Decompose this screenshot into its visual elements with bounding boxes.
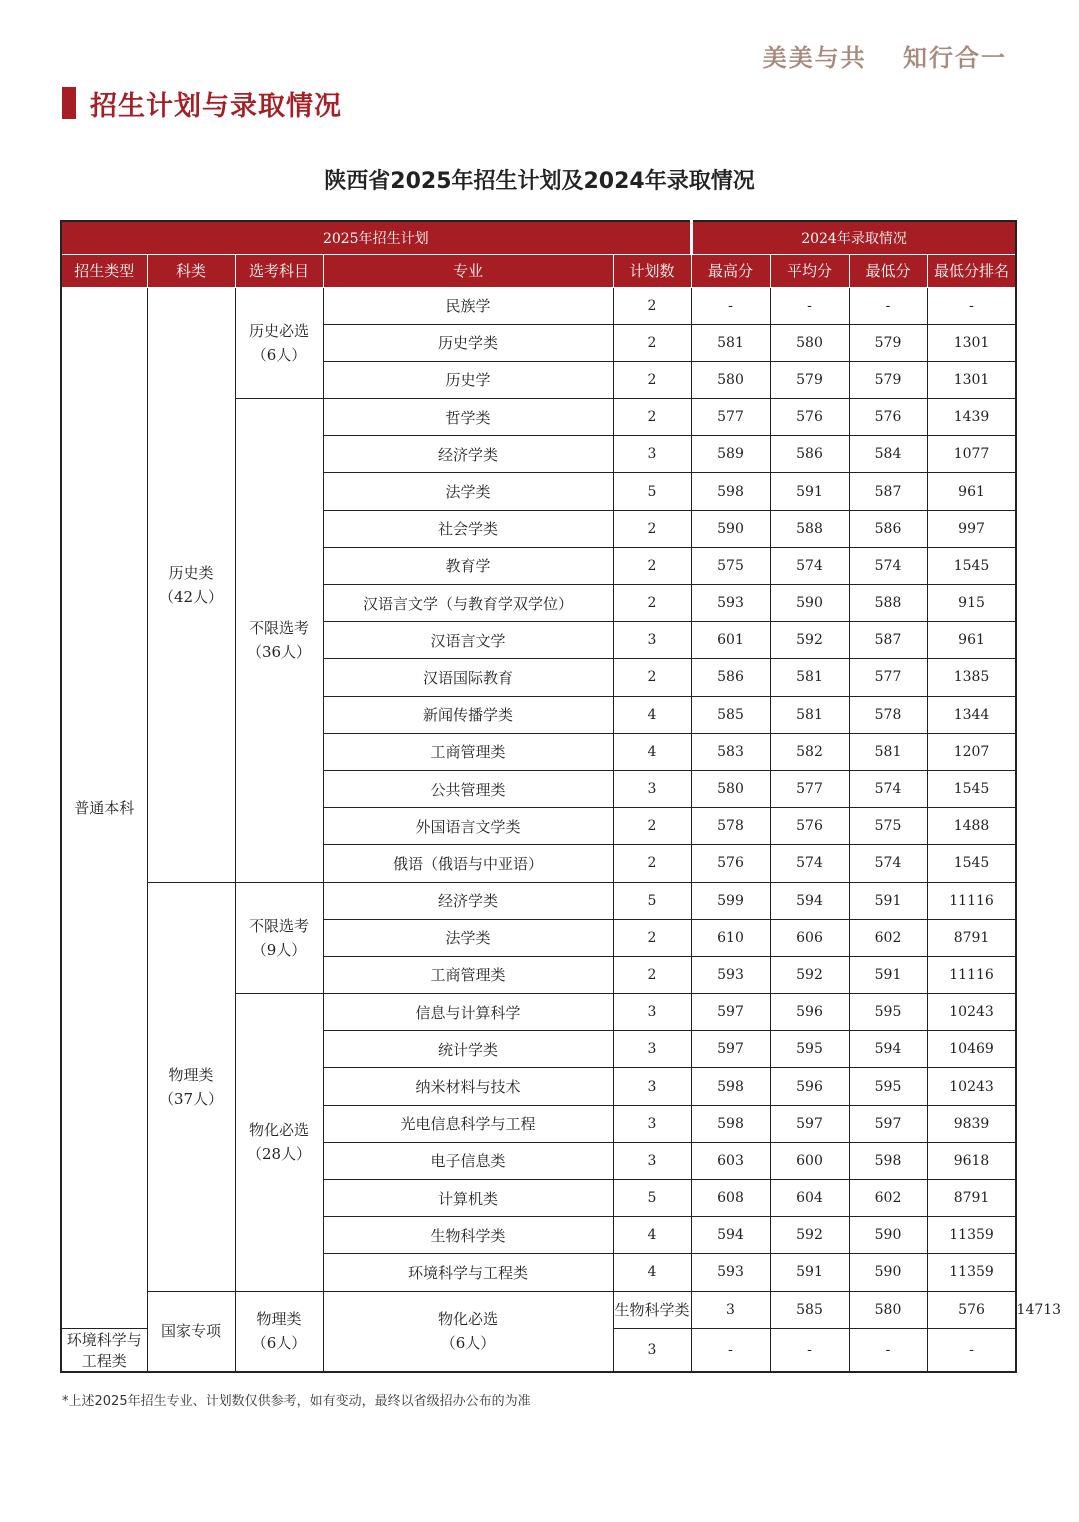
max-score-cell: 593 <box>691 585 770 622</box>
max-score-cell: 580 <box>691 361 770 398</box>
max-score-cell: 581 <box>691 324 770 361</box>
plan-count-cell: 5 <box>613 473 691 510</box>
min-score-cell: 574 <box>849 770 927 807</box>
min-score-cell: - <box>849 287 927 324</box>
slogan-part-1: 美美与共 <box>762 43 867 72</box>
min-rank-cell: 1301 <box>927 361 1016 398</box>
min-score-cell: 579 <box>849 361 927 398</box>
table-row: 国家专项 物理类 （6人） 物化必选 （6人） 生物科学类 3 585 580 576 14713 <box>61 1291 1016 1328</box>
category-history-label: 历史类 <box>168 563 214 582</box>
min-score-cell: 584 <box>849 436 927 473</box>
plan-count-cell: 2 <box>613 547 691 584</box>
major-cell: 新闻传播学类 <box>323 696 613 733</box>
subjects-physchem-national-label: 物化必选 <box>437 1310 498 1329</box>
col-header-rank: 最低分排名 <box>927 254 1016 287</box>
min-score-cell: 577 <box>849 659 927 696</box>
min-score-cell: 595 <box>849 994 927 1031</box>
avg-score-cell: 590 <box>770 585 849 622</box>
plan-count-cell: 2 <box>613 510 691 547</box>
category-physics-cell <box>147 882 235 1291</box>
major-cell: 工商管理类 <box>323 956 613 993</box>
plan-count-cell: 3 <box>613 1105 691 1142</box>
avg-score-cell: - <box>770 287 849 324</box>
slogan-part-2: 知行合一 <box>903 43 1007 72</box>
major-cell: 社会学类 <box>323 510 613 547</box>
max-score-cell: 589 <box>691 436 770 473</box>
avg-score-cell: 592 <box>770 1217 849 1254</box>
avg-score-cell: 576 <box>770 808 849 845</box>
max-score-cell: 585 <box>691 696 770 733</box>
max-score-cell: 578 <box>691 808 770 845</box>
min-rank-cell: 997 <box>927 510 1016 547</box>
min-score-cell: 579 <box>849 324 927 361</box>
major-cell: 公共管理类 <box>323 770 613 807</box>
min-rank-cell: 10243 <box>927 994 1016 1031</box>
min-rank-cell: 10469 <box>927 1031 1016 1068</box>
footnote: *上述2025年招生专业、计划数仅供参考，如有变动，最终以省级招办公布的为准 <box>62 1394 531 1409</box>
plan-count-cell: 2 <box>613 361 691 398</box>
min-score-cell: 588 <box>849 585 927 622</box>
min-rank-cell: 961 <box>927 622 1016 659</box>
plan-count-cell: 3 <box>691 1291 770 1328</box>
max-score-cell: - <box>691 287 770 324</box>
min-score-cell: 575 <box>849 808 927 845</box>
col-header-max: 最高分 <box>691 254 770 287</box>
avg-score-cell: 588 <box>770 510 849 547</box>
min-score-cell: 587 <box>849 473 927 510</box>
min-rank-cell: 1488 <box>927 808 1016 845</box>
min-rank-cell: - <box>927 1328 1016 1372</box>
category-physics-national-count: （6人） <box>251 1334 307 1353</box>
major-cell: 民族学 <box>323 287 613 324</box>
plan-count-cell: 2 <box>613 324 691 361</box>
avg-score-cell: 581 <box>770 659 849 696</box>
col-header-plan: 计划数 <box>613 254 691 287</box>
avg-score-cell: 586 <box>770 436 849 473</box>
plan-count-cell: 2 <box>613 585 691 622</box>
avg-score-cell: 594 <box>770 882 849 919</box>
major-cell: 汉语言文学 <box>323 622 613 659</box>
major-cell: 历史学 <box>323 361 613 398</box>
min-score-cell: 576 <box>849 399 927 436</box>
max-score-cell: 593 <box>691 1254 770 1291</box>
plan-count-cell: 3 <box>613 622 691 659</box>
subjects-physchem-national-cell <box>323 1291 613 1372</box>
max-score-cell: 603 <box>691 1142 770 1179</box>
subjects-unlimited-history-label: 不限选考 <box>248 619 309 638</box>
min-rank-cell: 10243 <box>927 1068 1016 1105</box>
avg-score-cell: 606 <box>770 919 849 956</box>
max-score-cell: 598 <box>691 1105 770 1142</box>
plan-count-cell: 5 <box>613 882 691 919</box>
major-cell: 哲学类 <box>323 399 613 436</box>
max-score-cell: 598 <box>691 1068 770 1105</box>
min-rank-cell: 1207 <box>927 733 1016 770</box>
table-title: 陕西省2025年招生计划及2024年录取情况 <box>324 169 755 194</box>
min-rank-cell: 1545 <box>927 845 1016 882</box>
admission-table <box>60 220 1062 1373</box>
avg-score-cell: 577 <box>770 770 849 807</box>
avg-score-cell: 600 <box>770 1142 849 1179</box>
min-rank-cell: 915 <box>927 585 1016 622</box>
avg-score-cell: - <box>770 1328 849 1372</box>
max-score-cell: 597 <box>691 994 770 1031</box>
max-score-cell: 601 <box>691 622 770 659</box>
category-physics-national-label: 物理类 <box>256 1310 302 1329</box>
major-cell: 纳米材料与技术 <box>323 1068 613 1105</box>
min-rank-cell: 1301 <box>927 324 1016 361</box>
plan-count-cell: 3 <box>613 1328 691 1372</box>
max-score-cell: 608 <box>691 1180 770 1217</box>
max-score-cell: 594 <box>691 1217 770 1254</box>
min-score-cell: 591 <box>849 882 927 919</box>
major-cell: 经济学类 <box>323 436 613 473</box>
major-cell: 电子信息类 <box>323 1142 613 1179</box>
max-score-cell: 610 <box>691 919 770 956</box>
subjects-history-required-cell <box>235 287 323 399</box>
category-history-cell <box>147 287 235 882</box>
avg-score-cell: 604 <box>770 1180 849 1217</box>
plan-count-cell: 2 <box>613 808 691 845</box>
plan-count-cell: 4 <box>613 696 691 733</box>
avg-score-cell: 580 <box>849 1291 927 1328</box>
subjects-physchem-required-count: （28人） <box>246 1145 312 1164</box>
max-score-cell: - <box>691 1328 770 1372</box>
max-score-cell: 597 <box>691 1031 770 1068</box>
subjects-unlimited-history-cell <box>235 399 323 882</box>
section-marker-bar <box>62 87 76 119</box>
major-cell: 法学类 <box>323 473 613 510</box>
max-score-cell: 598 <box>691 473 770 510</box>
section-header <box>62 86 342 120</box>
min-rank-cell: 1545 <box>927 770 1016 807</box>
min-rank-cell: 9618 <box>927 1142 1016 1179</box>
subjects-unlimited-physics-count: （9人） <box>251 940 307 959</box>
column-header-row <box>61 254 1016 287</box>
col-header-category: 科类 <box>147 254 235 287</box>
plan-count-cell: 5 <box>613 1180 691 1217</box>
avg-score-cell: 591 <box>770 1254 849 1291</box>
major-cell: 经济学类 <box>323 882 613 919</box>
plan-count-cell: 4 <box>613 1254 691 1291</box>
min-rank-cell: 1344 <box>927 696 1016 733</box>
min-rank-cell: 9839 <box>927 1105 1016 1142</box>
min-score-cell: 574 <box>849 845 927 882</box>
min-score-cell: 597 <box>849 1105 927 1142</box>
col-header-avg: 平均分 <box>770 254 849 287</box>
major-cell: 法学类 <box>323 919 613 956</box>
min-score-cell: 602 <box>849 919 927 956</box>
max-score-cell: 580 <box>691 770 770 807</box>
max-score-cell: 583 <box>691 733 770 770</box>
avg-score-cell: 576 <box>770 399 849 436</box>
max-score-cell: 599 <box>691 882 770 919</box>
avg-score-cell: 597 <box>770 1105 849 1142</box>
plan-count-cell: 3 <box>613 1068 691 1105</box>
avg-score-cell: 579 <box>770 361 849 398</box>
subjects-history-required-label: 历史必选 <box>248 321 309 340</box>
plan-count-cell: 2 <box>613 956 691 993</box>
min-rank-cell: 961 <box>927 473 1016 510</box>
max-score-cell: 590 <box>691 510 770 547</box>
category-physics-national-cell <box>235 1291 323 1372</box>
col-header-major: 专业 <box>323 254 613 287</box>
max-score-cell: 593 <box>691 956 770 993</box>
min-rank-cell: 11359 <box>927 1217 1016 1254</box>
max-score-cell: 577 <box>691 399 770 436</box>
major-cell: 工商管理类 <box>323 733 613 770</box>
major-cell: 历史学类 <box>323 324 613 361</box>
min-score-cell: 581 <box>849 733 927 770</box>
plan-count-cell: 3 <box>613 436 691 473</box>
avg-score-cell: 581 <box>770 696 849 733</box>
table-row <box>61 882 1016 919</box>
major-cell: 生物科学类 <box>323 1217 613 1254</box>
min-score-cell: 586 <box>849 510 927 547</box>
avg-score-cell: 580 <box>770 324 849 361</box>
min-rank-cell: - <box>927 287 1016 324</box>
plan-count-cell: 2 <box>613 287 691 324</box>
avg-score-cell: 596 <box>770 994 849 1031</box>
plan-count-cell: 3 <box>613 1031 691 1068</box>
major-cell: 俄语（俄语与中亚语） <box>323 845 613 882</box>
subjects-unlimited-physics-label: 不限选考 <box>248 916 309 935</box>
min-score-cell: 590 <box>849 1254 927 1291</box>
min-score-cell: 578 <box>849 696 927 733</box>
group-header-plan: 2025年招生计划 <box>61 221 691 254</box>
major-cell: 环境科学与工程类 <box>61 1328 147 1372</box>
plan-count-cell: 4 <box>613 1217 691 1254</box>
plan-count-cell: 4 <box>613 733 691 770</box>
major-cell: 汉语言文学（与教育学双学位） <box>323 585 613 622</box>
subjects-unlimited-physics-cell <box>235 882 323 994</box>
major-cell: 外国语言文学类 <box>323 808 613 845</box>
group-header-row <box>61 221 1016 254</box>
min-rank-cell: 11359 <box>927 1254 1016 1291</box>
min-score-cell: 590 <box>849 1217 927 1254</box>
avg-score-cell: 574 <box>770 845 849 882</box>
major-cell: 统计学类 <box>323 1031 613 1068</box>
plan-count-cell: 2 <box>613 399 691 436</box>
min-rank-cell: 8791 <box>927 919 1016 956</box>
subjects-physchem-national-count: （6人） <box>440 1334 496 1353</box>
slogan <box>763 38 1007 73</box>
type-general-label: 普通本科 <box>74 798 135 817</box>
col-header-subjects: 选考科目 <box>235 254 323 287</box>
major-cell: 计算机类 <box>323 1180 613 1217</box>
min-score-cell: 598 <box>849 1142 927 1179</box>
min-rank-cell: 1545 <box>927 547 1016 584</box>
plan-count-cell: 3 <box>613 994 691 1031</box>
type-national-cell <box>147 1291 235 1372</box>
subjects-physchem-required-cell <box>235 994 323 1292</box>
plan-count-cell: 2 <box>613 919 691 956</box>
max-score-cell: 586 <box>691 659 770 696</box>
min-rank-cell: 8791 <box>927 1180 1016 1217</box>
min-rank-cell: 1385 <box>927 659 1016 696</box>
avg-score-cell: 591 <box>770 473 849 510</box>
subjects-history-required-count: （6人） <box>251 345 307 364</box>
max-score-cell: 585 <box>770 1291 849 1328</box>
min-score-cell: 591 <box>849 956 927 993</box>
plan-count-cell: 3 <box>613 1142 691 1179</box>
min-score-cell: 576 <box>927 1291 1016 1328</box>
major-cell: 汉语国际教育 <box>323 659 613 696</box>
major-cell: 信息与计算科学 <box>323 994 613 1031</box>
subjects-physchem-required-label: 物化必选 <box>248 1121 309 1140</box>
min-rank-cell: 11116 <box>927 882 1016 919</box>
major-cell: 教育学 <box>323 547 613 584</box>
min-rank-cell: 11116 <box>927 956 1016 993</box>
plan-count-cell: 2 <box>613 659 691 696</box>
avg-score-cell: 574 <box>770 547 849 584</box>
avg-score-cell: 592 <box>770 956 849 993</box>
max-score-cell: 575 <box>691 547 770 584</box>
min-score-cell: 574 <box>849 547 927 584</box>
table-body <box>61 287 1062 1372</box>
min-score-cell: 595 <box>849 1068 927 1105</box>
major-cell: 光电信息科学与工程 <box>323 1105 613 1142</box>
major-cell: 环境科学与工程类 <box>323 1254 613 1291</box>
col-header-type: 招生类型 <box>61 254 147 287</box>
plan-count-cell: 3 <box>613 770 691 807</box>
min-score-cell: 594 <box>849 1031 927 1068</box>
avg-score-cell: 595 <box>770 1031 849 1068</box>
type-general-cell <box>61 287 147 1328</box>
min-score-cell: - <box>849 1328 927 1372</box>
type-national-label: 国家专项 <box>160 1322 221 1341</box>
min-rank-cell: 1077 <box>927 436 1016 473</box>
table-row <box>61 287 1016 324</box>
min-score-cell: 602 <box>849 1180 927 1217</box>
category-physics-count: （37人） <box>158 1089 224 1108</box>
max-score-cell: 576 <box>691 845 770 882</box>
avg-score-cell: 592 <box>770 622 849 659</box>
group-header-admission: 2024年录取情况 <box>691 221 1016 254</box>
plan-count-cell: 2 <box>613 845 691 882</box>
category-history-count: （42人） <box>158 587 224 606</box>
avg-score-cell: 582 <box>770 733 849 770</box>
min-score-cell: 587 <box>849 622 927 659</box>
col-header-min: 最低分 <box>849 254 927 287</box>
category-physics-label: 物理类 <box>168 1065 214 1084</box>
avg-score-cell: 596 <box>770 1068 849 1105</box>
min-rank-cell: 1439 <box>927 399 1016 436</box>
subjects-unlimited-history-count: （36人） <box>246 643 312 662</box>
major-cell: 生物科学类 <box>613 1291 691 1328</box>
section-title: 招生计划与录取情况 <box>90 90 342 122</box>
